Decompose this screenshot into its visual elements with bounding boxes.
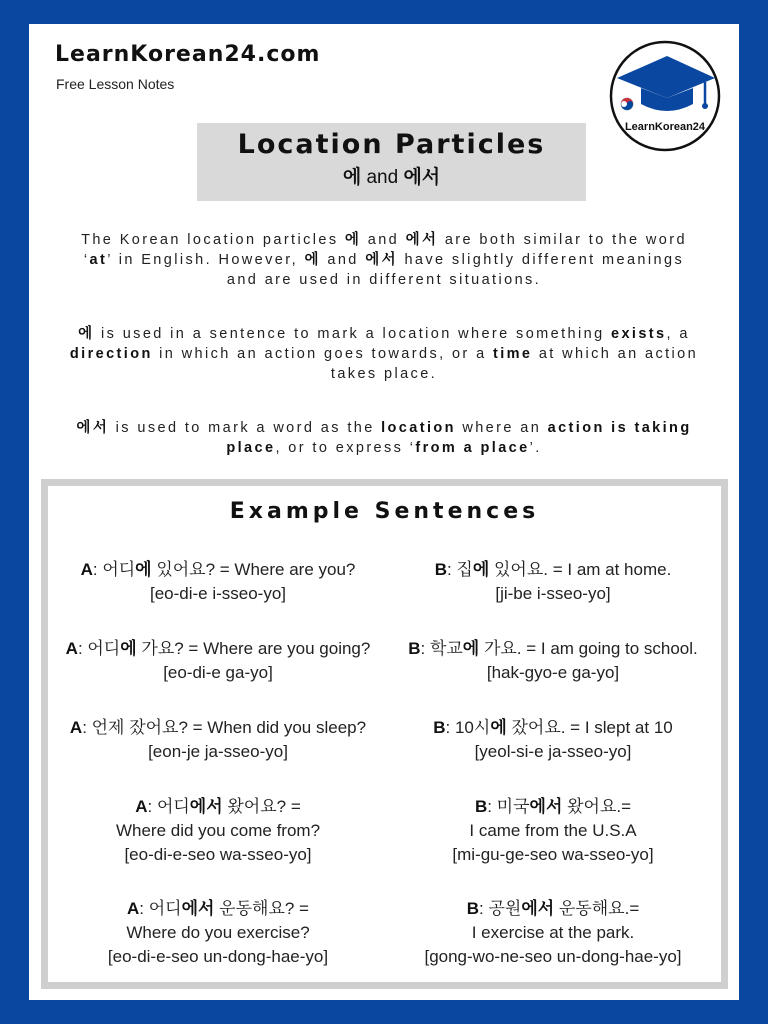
lesson-title-box <box>197 123 586 201</box>
graduation-cap-icon <box>609 40 721 152</box>
lesson-sheet <box>29 24 739 1000</box>
example-sentence: A: 어디에서 운동해요? = Where do you exercise? [eo-di-e-seo un-dong-hae-yo] <box>107 899 329 966</box>
example-sentence: B: 학교에 가요. = I am going to school. [hak-gyo-e ga-yo] <box>408 639 698 682</box>
intro-paragraph-2: 에 is used in a sentence to mark a location where something exists, a direction in which an action goes towards, or a time at which an action takes place. <box>69 326 699 382</box>
intro-paragraph-3: 에서 is used to mark a word as the location where an action is taking place, or to express ‘from a place’. <box>76 420 692 456</box>
example-sentence: A: 언제 잤어요? = When did you sleep? [eon-je ja-sseo-yo] <box>69 718 367 761</box>
lesson-title: Location Particles <box>237 129 546 160</box>
example-sentence: B: 10시에 잤어요. = I slept at 10 [yeol-si-e ja-sseo-yo] <box>433 718 673 761</box>
example-sentence: A: 어디에 가요? = Where are you going? [eo-di-e ga-yo] <box>65 639 371 682</box>
logo-text: LearnKorean24 <box>624 121 706 133</box>
brand-subtitle: Free Lesson Notes <box>56 76 175 92</box>
site-logo <box>609 40 721 152</box>
site-brand: LearnKorean24.com <box>55 42 321 67</box>
intro-paragraph-1: The Korean location particles 에 and 에서 are both similar to the word ‘at’ in English. However, 에 and 에서 have slightly different meanings and are used in different situations. <box>81 232 687 288</box>
example-sentence: B: 공원에서 운동해요.= I exercise at the park. [gong-wo-ne-seo un-dong-hae-yo] <box>424 899 682 966</box>
example-sentence: B: 미국에서 왔어요.= I came from the U.S.A [mi-gu-ge-seo wa-sseo-yo] <box>452 797 654 864</box>
example-sentence: A: 어디에서 왔어요? = Where did you come from? [eo-di-e-seo wa-sseo-yo] <box>115 797 321 864</box>
lesson-subtitle: 에 and 에서 <box>342 166 441 188</box>
examples-title: Example Sentences <box>229 499 540 524</box>
example-sentence: A: 어디에 있어요? = Where are you? [eo-di-e i-sseo-yo] <box>80 560 356 603</box>
example-sentence: B: 집에 있어요. = I am at home. [ji-be i-sseo-yo] <box>434 560 672 603</box>
example-sentences-panel <box>41 479 728 989</box>
